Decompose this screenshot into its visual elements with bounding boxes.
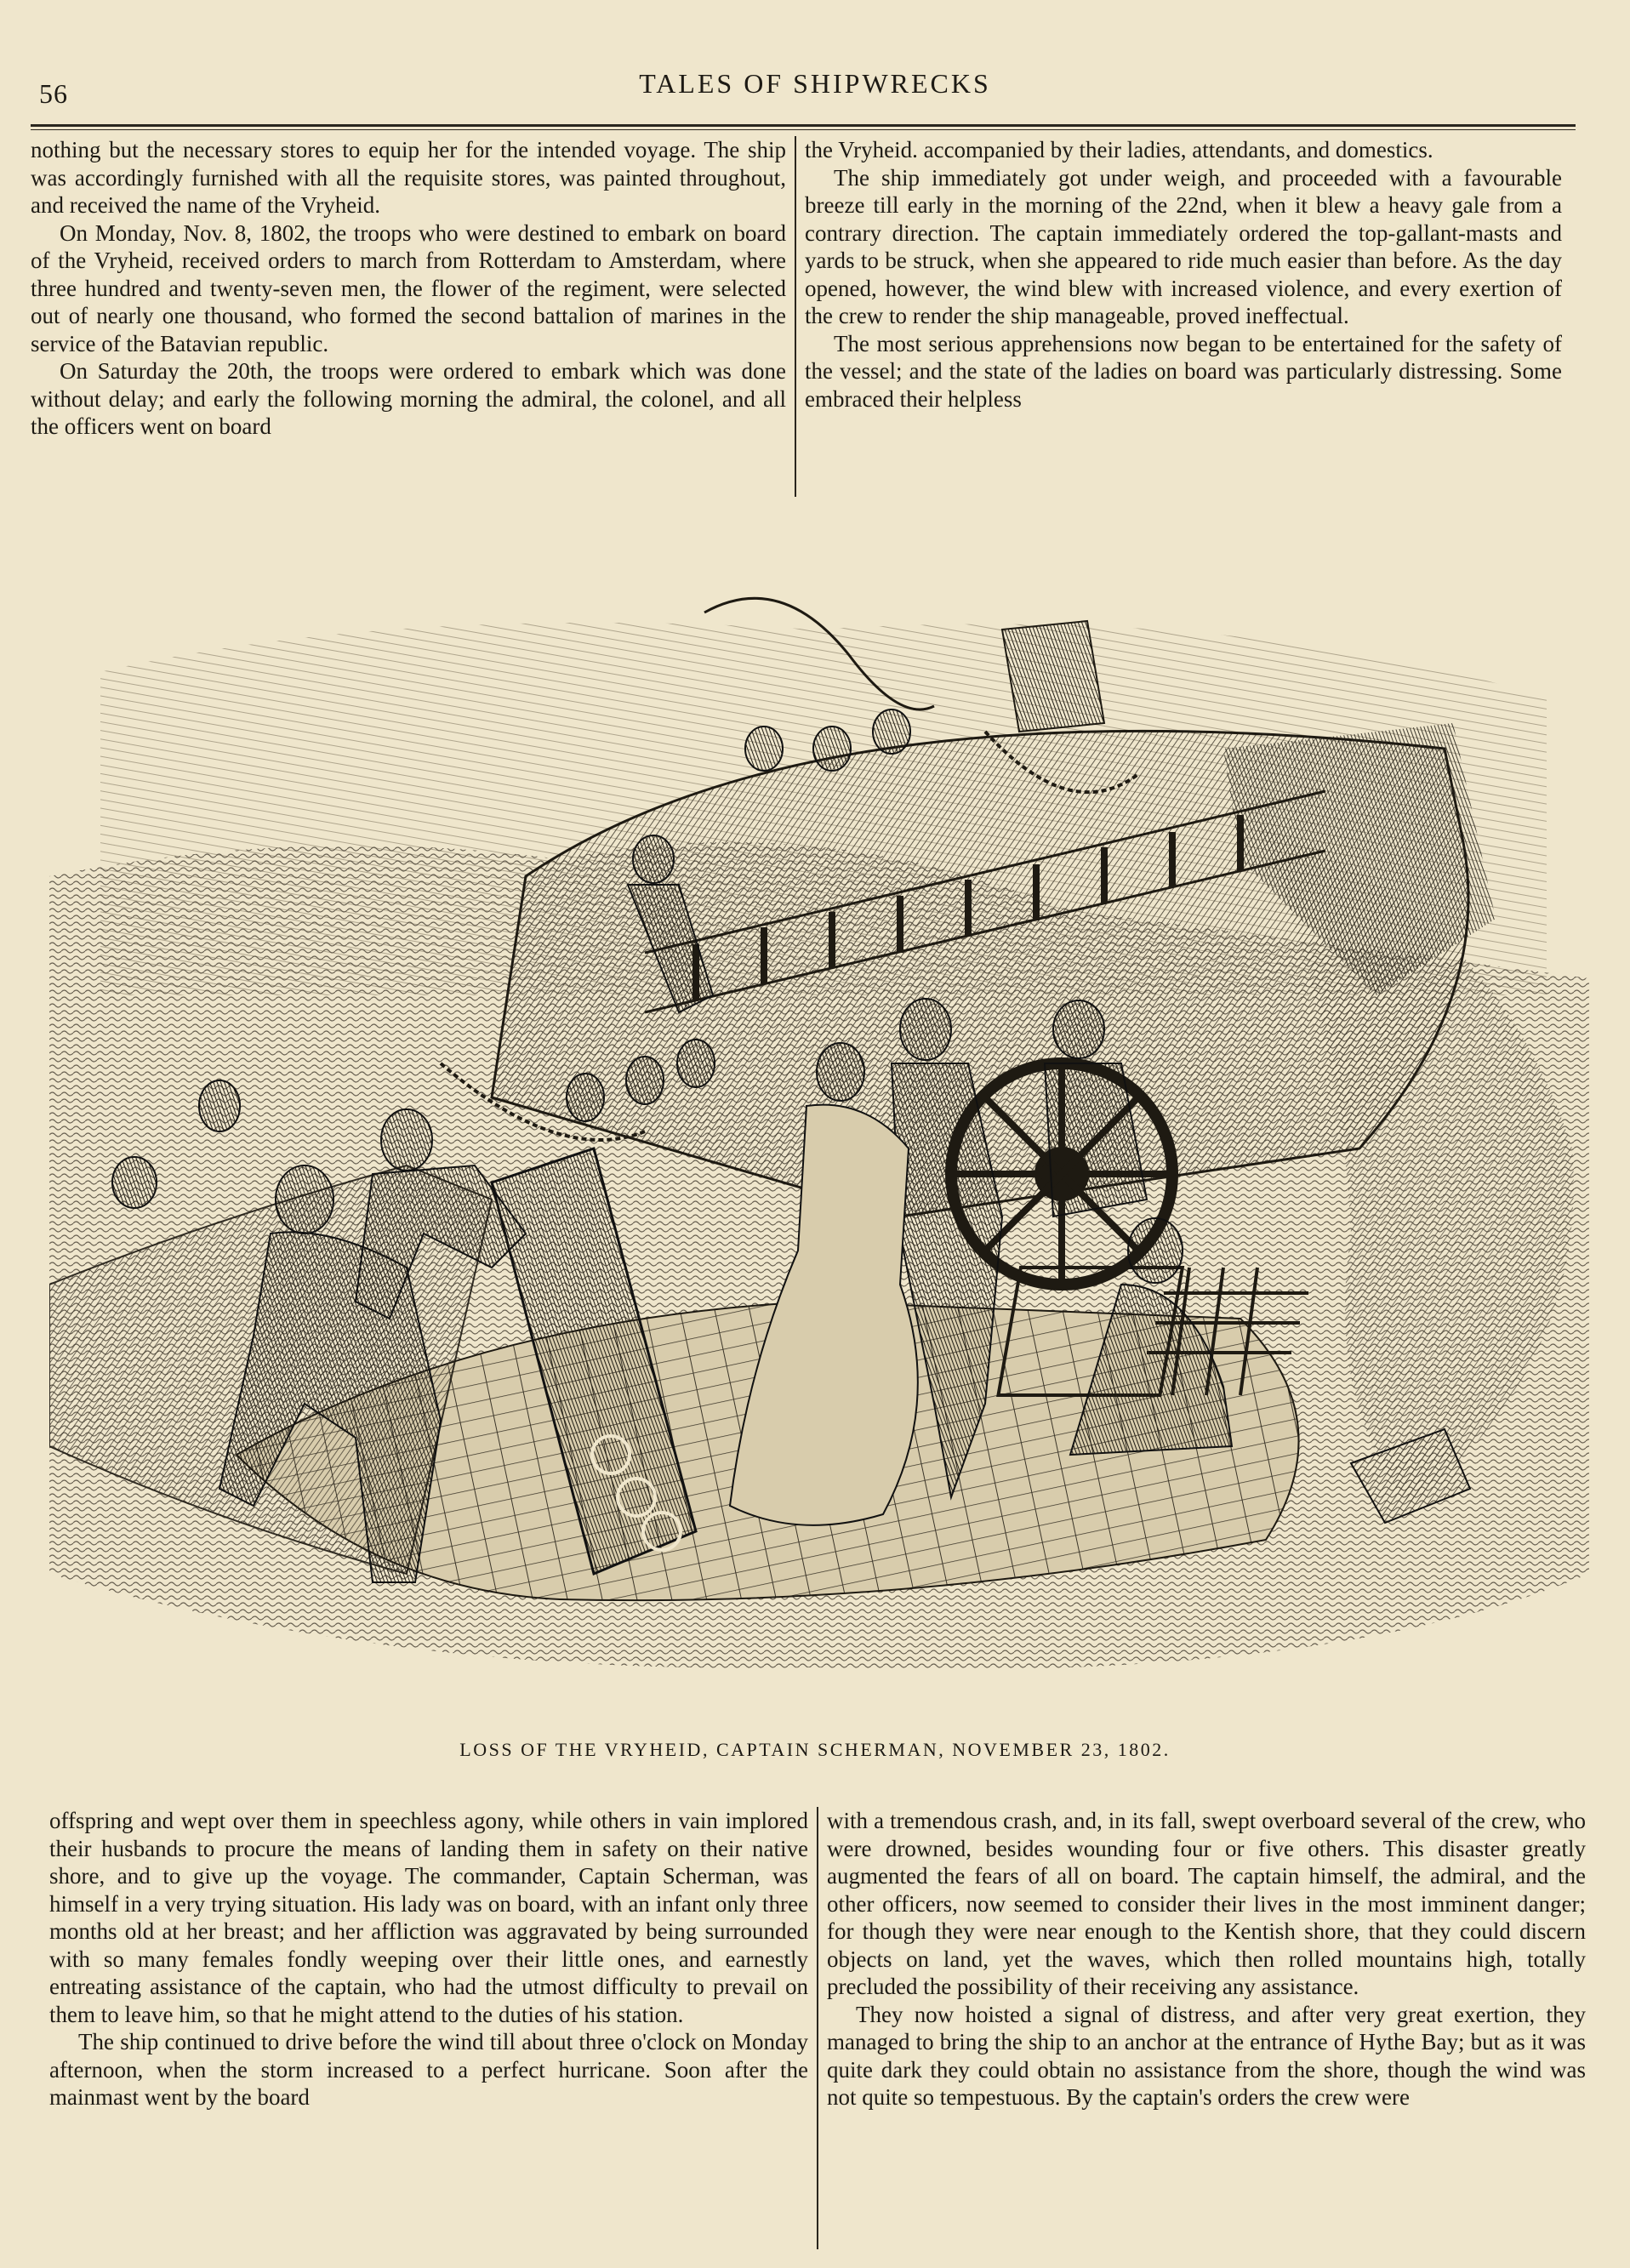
column-divider: [795, 136, 796, 497]
page-number: 56: [39, 78, 68, 109]
running-title: TALES OF SHIPWRECKS: [639, 68, 991, 99]
paragraph: On Saturday the 20th, the troops were ordered to embark which was done without delay; and early the following morning the admiral, the colonel, and all the officers went on board: [31, 358, 786, 439]
paragraph: The ship immediately got under weigh, and proceeded with a favourable breeze till early in the morning of the 22nd, when it blew a heavy gale from a contrary direction. The captain immediately ordered the top-gallant-masts and yards to be struck, when she appeared to ride much easier than before. As the day opened, however, the wind blew with increased violence, and every exertion of the crew to render the ship manageable, proved ineffectual.: [805, 164, 1562, 328]
paragraph: offspring and wept over them in speechless agony, while others in vain implored their husbands to procure the means of landing them in safety on their native shore, and to give up the voyage. The commander, Captain Scherman, was himself in a very trying situation. His lady was on board, with an infant only three months old at her breast; and her affliction was aggravated by being surrounded with so many females fondly weeping over their little ones, and earnestly entreating assistance of the captain, who had the utmost difficulty to prevail on them to leave him, so that he might attend to the duties of his station.: [49, 1808, 808, 2027]
top-right-column: [805, 136, 1562, 413]
paragraph: nothing but the necessary stores to equip her for the intended voyage. The ship was accordingly furnished with all the requisite stores, was painted throughout, and received the name of the Vryheid.: [31, 137, 786, 218]
shipwreck-engraving: [49, 553, 1589, 1701]
illustration-caption: LOSS OF THE VRYHEID, CAPTAIN SCHERMAN, NOVEMBER 23, 1802.: [459, 1739, 1171, 1760]
header-rule: [31, 124, 1576, 127]
column-divider: [817, 1807, 818, 2249]
bottom-right-column: [827, 1807, 1586, 2111]
top-left-column: [31, 136, 786, 441]
paragraph: The most serious apprehensions now began to be entertained for the safety of the vessel; and the state of the ladies on board was particularly distressing. Some embraced their helpless: [805, 330, 1562, 412]
paragraph: They now hoisted a signal of distress, and after very great exertion, they managed to bring the ship to an anchor at the entrance of Hythe Bay; but as it was quite dark they could obtain no assistance from the shore, though the wind was not quite so tempestuous. By the captain's orders the crew were: [827, 2001, 1586, 2110]
paragraph: with a tremendous crash, and, in its fall, swept overboard several of the crew, who were drowned, besides wounding four or five others. This disaster greatly augmented the fears of all on board. The captain himself, the admiral, and the other officers, now seemed to consider their lives in the most imminent danger; for though they were near enough to the Kentish shore, that they could discern objects on land, yet the waves, which then rolled mountains high, totally precluded the possibility of their receiving any assistance.: [827, 1808, 1586, 1999]
paragraph: The ship continued to drive before the wind till about three o'clock on Monday afternoon, when the storm increased to a perfect hurricane. Soon after the mainmast went by the board: [49, 2029, 808, 2110]
paragraph: On Monday, Nov. 8, 1802, the troops who were destined to embark on board of the Vryheid, received orders to march from Rotterdam to Amsterdam, where three hundred and twenty-seven men, the flower of the regiment, were selected out of nearly one thousand, who formed the second battalion of marines in the service of the Batavian republic.: [31, 219, 786, 356]
header-rule-thin: [31, 129, 1576, 130]
bottom-left-column: [49, 1807, 808, 2111]
paragraph: the Vryheid. accompanied by their ladies, attendants, and domestics.: [805, 137, 1433, 162]
